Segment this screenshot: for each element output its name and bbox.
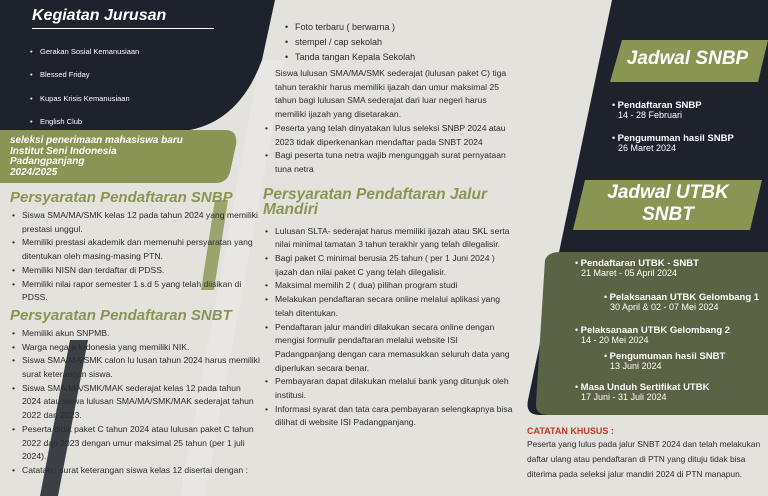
list-item: • Tanda tangan Kepala Sekolah <box>283 50 513 65</box>
list-item: • Foto terbaru ( berwarna ) <box>283 20 513 35</box>
list-item: • Peserta yang telah dinyatakan lulus seleksi SNBP 2024 atau 2023 tidak diperkenankan mendaftar pada SNBT 2024 <box>263 122 513 149</box>
kegiatan-list <box>28 40 139 133</box>
utbk-schedule-item: • Pelaksanaan UTBK Gelombang 2 14 - 20 Mei 2024 <box>575 325 731 345</box>
schedule-name: Pelaksanaan UTBK Gelombang 1 <box>609 292 760 303</box>
schedule-date: 21 Maret - 05 April 2024 <box>581 267 678 278</box>
list-item: • English Club <box>28 110 139 133</box>
list-item: • Memiliki prestasi akademik dan memenuhi persyaratan yang ditentukan oleh masing-masing PTN. <box>10 236 260 263</box>
schedule-name: Pelaksanaan UTBK Gelombang 2 <box>580 325 731 336</box>
list-item: • stempel / cap sekolah <box>283 35 513 50</box>
list-item: • Melakukan pendaftaran secara online melalui aplikasi yang telah ditentukan. <box>263 293 513 320</box>
list-item: • Lulusan SLTA- sederajat harus memiliki ijazah atau SKL serta nilai minimal tamatan 3 tahun terakhir yang telah dilegalisir. <box>263 225 513 252</box>
schedule-date: 14 - 20 Mei 2024 <box>581 334 649 345</box>
banner-line: Institut Seni Indonesia <box>10 145 117 157</box>
schedule-name: Pendaftaran SNBP <box>617 100 702 111</box>
list-item: • Bagi paket C minimal berusia 25 tahun ( per 1 Juni 2024 ) ijazah dan nilai paket C yang telah dilegalisir. <box>263 252 513 279</box>
title-line: Jadwal UTBK <box>607 182 729 203</box>
list-item: • Memiliki NISN dan terdaftar di PDSS. <box>10 264 260 278</box>
schedule-date: 26 Maret 2024 <box>618 142 677 153</box>
schedule-name: Pengumuman hasil SNBP <box>617 133 734 144</box>
utbk-schedule-item: • Masa Unduh Sertifikat UTBK 17 Juni - 31 Juli 2024 <box>575 382 710 402</box>
schedule-date: 14 - 28 Februari <box>618 109 683 120</box>
list-item: • Siswa SMA/MA/SMK calon lu lusan tahun 2024 harus memiliki surat keterangan siswa. <box>10 354 260 381</box>
jadwal-snbp-title: Jadwal SNBP <box>626 48 749 69</box>
section-title: Persyaratan Pendaftaran SNBT <box>10 306 232 324</box>
list-item: • Pendaftaran jalur mandiri dilakukan secara online dengan mengisi formulir pendaftaran melalui website ISI Padangpanjang dengan cara memasukkan seluruh data yang diperlukan secara benar. <box>263 321 513 376</box>
list-item: • Catatan : surat keterangan siswa kelas 12 disertai dengan : <box>10 464 260 478</box>
list-item: • Peserta didik paket C tahun 2024 atau lulusan paket C tahun 2022 dan 2023 dengan umur maksimal 25 tahun (per 1 juli 2024). <box>10 423 260 464</box>
list-item: • Blessed Friday <box>28 63 139 86</box>
catatan-khusus <box>527 426 767 482</box>
list-item: • Gerakan Sosial Kemanusiaan <box>28 40 139 63</box>
list-item: • Informasi syarat dan tata cara pembayaran selengkapnya bisa dilihat di website ISI Padangpanjang. <box>263 403 513 430</box>
snbp-schedule-item: • Pendaftaran SNBP 14 - 28 Februari <box>612 100 702 120</box>
utbk-schedule-item: • Pelaksanaan UTBK Gelombang 1 30 April & 02 - 07 Mei 2024 <box>604 292 760 312</box>
list-item: • Kupas Krisis Kemanusiaan <box>28 87 139 110</box>
list-item: • Bagi peserta tuna netra wajib mengunggah surat pernyataan tuna netra <box>263 149 513 176</box>
kegiatan-title: Kegiatan Jurusan <box>32 7 214 29</box>
schedule-date: 30 April & 02 - 07 Mei 2024 <box>610 301 719 312</box>
banner-line: 2024/2025 <box>10 167 58 179</box>
list-item: • Memiliki akun SNPMB. <box>10 327 260 341</box>
section-title: Persyaratan Pendaftaran SNBP <box>10 189 233 206</box>
snbp-schedule-item: • Pengumuman hasil SNBP 26 Maret 2024 <box>612 133 734 153</box>
list-item: • Pembayaran dapat dilakukan melalui bank yang ditunjuk oleh institusi. <box>263 375 513 402</box>
banner <box>10 136 183 179</box>
banner-line: seleksi penerimaan mahasiswa baru <box>10 135 183 146</box>
schedule-date: 17 Juni - 31 Juli 2024 <box>581 391 667 402</box>
list-item: • Maksimal memilih 2 ( dua) pilihan program studi <box>263 279 513 293</box>
schedule-name: Pendaftaran UTBK - SNBT <box>580 258 699 269</box>
section-title: Persyaratan Pendaftaran Jalur Mandiri <box>263 185 487 218</box>
catatan-title: CATATAN KHUSUS : <box>527 426 614 436</box>
utbk-schedule-item: • Pengumuman hasil SNBT 13 Juni 2024 <box>604 351 726 371</box>
list-item: • Warga negara Indonesia yang memiliki NIK. <box>10 341 260 355</box>
catatan-text: Peserta yang lulus pada jalur SNBT 2024 dan telah melakukan daftar ulang atau pendaftaran di PTN yang dituju tidak bisa diterima pada seleksi jalur mandiri 2024 di PTN manapun. <box>527 439 761 479</box>
list-item: • Siswa SMA/MA/SMK/MAK sederajat kelas 12 pada tahun 2024 atau siswa lulusan SMA/MA/SMK/MAK sederajat tahun 2022 dan 2023. <box>10 382 260 423</box>
jadwal-utbk-title <box>578 182 758 226</box>
schedule-name: Pengumuman hasil SNBT <box>609 351 726 362</box>
paragraph: Siswa lulusan SMA/MA/SMK sederajat (lulusan paket C) tiga tahun terakhir harus memiliki ijazah dan umur maksimal 25 tahun bagi lulusan SMA sederajat dari luar negeri harus memiliki ijazah yang disetarakan. <box>275 68 507 120</box>
snbp-requirements <box>10 190 260 478</box>
schedule-date: 13 Juni 2024 <box>610 360 662 371</box>
snbt-continued <box>263 20 513 430</box>
list-item: • Siswa SMA/MA/SMK kelas 12 pada tahun 2024 yang memiliki prestasi unggul. <box>10 209 260 236</box>
banner-line: Padangpanjang <box>10 156 85 168</box>
schedule-name: Masa Unduh Sertifikat UTBK <box>580 382 710 393</box>
utbk-schedule-item: • Pendaftaran UTBK - SNBT 21 Maret - 05 April 2024 <box>575 258 699 278</box>
title-line: SNBT <box>642 204 694 225</box>
list-item: • Memiliki nilai rapor semester 1 s.d 5 yang telah diisikan di PDSS. <box>10 278 260 305</box>
